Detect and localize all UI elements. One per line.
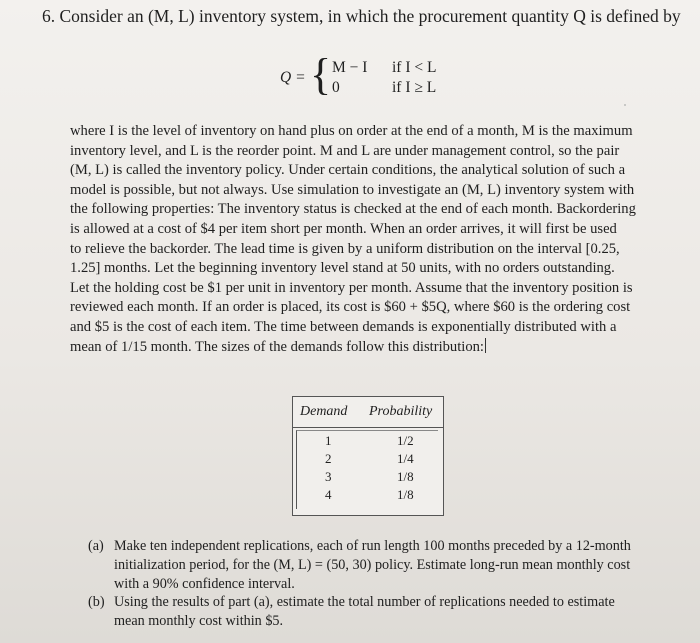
problem-title: 6. Consider an (M, L) inventory system, in which the procurement quantity Q is defined by [42,6,681,26]
formula-case2-condition: if I ≥ L [392,79,437,96]
part-b-line: mean monthly cost within $5. [114,613,284,629]
part-a-line: with a 90% confidence interval. [114,576,295,592]
demand-cell: 2 [325,451,332,466]
formula-case2-value: 0 [332,79,340,96]
paragraph-line: the following properties: The inventory status is checked at the end of each month. Backordering [70,201,636,218]
probability-cell: 1/2 [397,433,414,448]
part-a-line: initialization period, for the (M, L) = (50, 30) policy. Estimate long-run mean monthly cost [114,557,631,573]
formula-lhs: Q = [280,69,306,86]
demand-cell: 3 [325,469,332,484]
paragraph-line: (M, L) is called the inventory policy. Under certain conditions, the analytical solution of such a [70,162,626,179]
paragraph-line: where I is the level of inventory on hand plus on order at the end of a month, M is the maximum [70,123,633,139]
part-a-line: Make ten independent replications, each of run length 100 months preceded by a 12-month [114,538,631,554]
probability-cell: 1/4 [397,451,414,466]
demand-distribution-table [292,396,444,516]
paragraph-line: to relieve the backorder. The lead time is given by a uniform distribution on the interval [0.25, [70,240,620,257]
text-cursor [485,338,486,353]
problem-paragraph [70,122,662,357]
paragraph-line: model is possible, but not always. Use simulation to investigate an (M, L) inventory system with [70,181,635,198]
part-b-label: (b) [88,594,105,610]
scan-speck [624,104,626,106]
part-b-line: Using the results of part (a), estimate the total number of replications needed to estimate [114,594,615,610]
paragraph-line: reviewed each month. If an order is placed, its cost is $60 + $5Q, where $60 is the ordering cost [70,299,631,316]
header-demand: Demand [300,404,348,419]
formula-case1-value: M − I [332,59,368,76]
part-b [88,593,678,633]
formula-brace: { [310,50,332,99]
paragraph-line-text: mean of 1/15 month. The sizes of the demands follow this distribution: [70,338,484,355]
table-header [293,397,443,428]
paragraph-line: 1.25] months. Let the beginning inventory level stand at 50 units, with no orders outstanding. [70,260,615,277]
demand-cell: 1 [325,433,332,448]
paragraph-line: inventory level, and L is the reorder point. M and L are under management control, so the pair [70,142,620,159]
demand-cell: 4 [325,487,332,502]
probability-cell: 1/8 [397,469,414,484]
header-probability: Probability [369,404,433,419]
formula-case1-condition: if I < L [392,59,437,76]
paragraph-line: Let the holding cost be $1 per unit in inventory per month. Assume that the inventory position is [70,279,633,296]
paragraph-line: is allowed at a cost of $4 per item short per month. When an order arrives, it will first be used [70,220,617,237]
part-a-label: (a) [88,538,104,554]
probability-cell: 1/8 [397,487,414,502]
part-a [88,537,678,597]
paragraph-line [70,338,662,358]
table-body [296,430,438,509]
paragraph-line: and $5 is the cost of each item. The time between demands is exponentially distributed with a [70,318,617,335]
